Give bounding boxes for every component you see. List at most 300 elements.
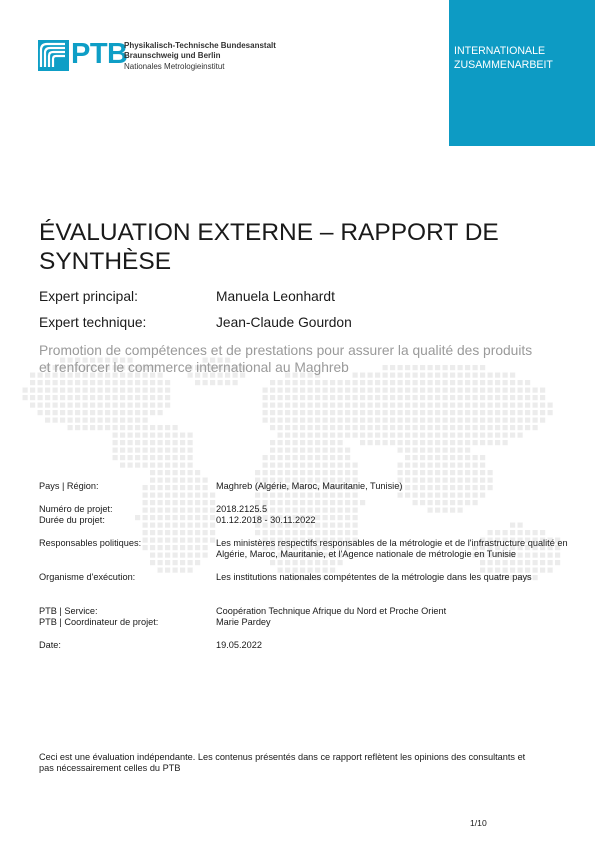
map-dot bbox=[105, 410, 110, 415]
map-dot bbox=[143, 545, 148, 550]
map-dot bbox=[495, 433, 500, 438]
map-dot bbox=[195, 523, 200, 528]
map-dot bbox=[203, 553, 208, 558]
map-dot bbox=[300, 380, 305, 385]
map-dot bbox=[150, 410, 155, 415]
map-dot bbox=[435, 388, 440, 393]
map-dot bbox=[450, 455, 455, 460]
map-dot bbox=[353, 388, 358, 393]
map-dot bbox=[338, 440, 343, 445]
expert-label: Expert technique: bbox=[39, 315, 147, 330]
map-dot bbox=[165, 493, 170, 498]
map-dot bbox=[323, 395, 328, 400]
map-dot bbox=[413, 433, 418, 438]
map-dot bbox=[345, 410, 350, 415]
expert-name: Jean-Claude Gourdon bbox=[216, 315, 352, 330]
meta-value: Les institutions nationales compétentes de la métrologie dans les quatre pays bbox=[216, 572, 532, 582]
map-dot bbox=[173, 455, 178, 460]
map-dot bbox=[518, 388, 523, 393]
map-dot bbox=[368, 425, 373, 430]
map-dot bbox=[53, 380, 58, 385]
map-dot bbox=[128, 418, 133, 423]
map-dot bbox=[518, 425, 523, 430]
map-dot bbox=[450, 425, 455, 430]
map-dot bbox=[45, 395, 50, 400]
map-dot bbox=[345, 530, 350, 535]
map-dot bbox=[143, 530, 148, 535]
map-dot bbox=[278, 418, 283, 423]
header-box-line-2: ZUSAMMENARBEIT bbox=[454, 58, 553, 71]
map-dot bbox=[165, 395, 170, 400]
map-dot bbox=[488, 560, 493, 565]
map-dot bbox=[285, 395, 290, 400]
map-dot bbox=[405, 380, 410, 385]
map-dot bbox=[188, 515, 193, 520]
page-number: 1/10 bbox=[470, 818, 487, 828]
map-dot bbox=[158, 425, 163, 430]
map-dot bbox=[360, 440, 365, 445]
map-dot bbox=[338, 560, 343, 565]
map-dot bbox=[503, 418, 508, 423]
map-dot bbox=[413, 463, 418, 468]
map-dot bbox=[495, 530, 500, 535]
meta-label: PTB | Service: bbox=[39, 606, 98, 616]
map-dot bbox=[405, 493, 410, 498]
map-dot bbox=[465, 470, 470, 475]
map-dot bbox=[165, 380, 170, 385]
map-dot bbox=[135, 440, 140, 445]
map-dot bbox=[450, 440, 455, 445]
map-dot bbox=[180, 448, 185, 453]
map-dot bbox=[285, 440, 290, 445]
map-dot bbox=[540, 388, 545, 393]
map-dot bbox=[293, 418, 298, 423]
map-dot bbox=[173, 493, 178, 498]
map-dot bbox=[420, 425, 425, 430]
map-dot bbox=[165, 568, 170, 573]
map-dot bbox=[143, 523, 148, 528]
map-dot bbox=[150, 538, 155, 543]
map-dot bbox=[120, 463, 125, 468]
header-box bbox=[449, 0, 595, 146]
map-dot bbox=[285, 425, 290, 430]
map-dot bbox=[338, 433, 343, 438]
map-dot bbox=[473, 463, 478, 468]
map-dot bbox=[450, 463, 455, 468]
map-dot bbox=[143, 463, 148, 468]
map-dot bbox=[120, 425, 125, 430]
map-dot bbox=[188, 433, 193, 438]
map-dot bbox=[443, 395, 448, 400]
map-dot bbox=[263, 410, 268, 415]
map-dot bbox=[330, 440, 335, 445]
map-dot bbox=[135, 380, 140, 385]
map-dot bbox=[53, 388, 58, 393]
map-dot bbox=[458, 470, 463, 475]
map-dot bbox=[338, 410, 343, 415]
map-dot bbox=[285, 403, 290, 408]
map-dot bbox=[143, 448, 148, 453]
map-dot bbox=[210, 515, 215, 520]
map-dot bbox=[503, 395, 508, 400]
map-dot bbox=[540, 395, 545, 400]
map-dot bbox=[195, 493, 200, 498]
map-dot bbox=[345, 388, 350, 393]
map-dot bbox=[173, 515, 178, 520]
map-dot bbox=[413, 455, 418, 460]
map-dot bbox=[323, 418, 328, 423]
map-dot bbox=[413, 448, 418, 453]
map-dot bbox=[293, 448, 298, 453]
map-dot bbox=[278, 440, 283, 445]
map-dot bbox=[315, 463, 320, 468]
map-dot bbox=[525, 560, 530, 565]
map-dot bbox=[353, 425, 358, 430]
map-dot bbox=[293, 470, 298, 475]
map-dot bbox=[345, 418, 350, 423]
map-dot bbox=[158, 470, 163, 475]
map-dot bbox=[143, 380, 148, 385]
map-dot bbox=[113, 425, 118, 430]
map-dot bbox=[165, 560, 170, 565]
map-dot bbox=[120, 448, 125, 453]
map-dot bbox=[188, 455, 193, 460]
map-dot bbox=[120, 455, 125, 460]
map-dot bbox=[300, 455, 305, 460]
map-dot bbox=[503, 440, 508, 445]
map-dot bbox=[420, 470, 425, 475]
map-dot bbox=[113, 440, 118, 445]
map-dot bbox=[323, 530, 328, 535]
map-dot bbox=[338, 418, 343, 423]
map-dot bbox=[83, 380, 88, 385]
map-dot bbox=[405, 448, 410, 453]
map-dot bbox=[420, 403, 425, 408]
map-dot bbox=[488, 425, 493, 430]
map-dot bbox=[540, 560, 545, 565]
map-dot bbox=[323, 410, 328, 415]
map-dot bbox=[113, 395, 118, 400]
map-dot bbox=[390, 388, 395, 393]
map-dot bbox=[405, 455, 410, 460]
map-dot bbox=[360, 425, 365, 430]
map-dot bbox=[180, 493, 185, 498]
map-dot bbox=[68, 380, 73, 385]
map-dot bbox=[368, 433, 373, 438]
map-dot bbox=[128, 388, 133, 393]
map-dot bbox=[270, 425, 275, 430]
map-dot bbox=[353, 380, 358, 385]
map-dot bbox=[165, 515, 170, 520]
map-dot bbox=[98, 395, 103, 400]
map-dot bbox=[525, 418, 530, 423]
disclaimer: Ceci est une évaluation indépendante. Les contenus présentés dans ce rapport reflètent les opinions des consultants et pas nécessairement celles du PTB bbox=[39, 752, 526, 774]
map-dot bbox=[428, 425, 433, 430]
map-dot bbox=[60, 388, 65, 393]
map-dot bbox=[555, 560, 560, 565]
map-dot bbox=[443, 403, 448, 408]
map-dot bbox=[405, 403, 410, 408]
meta-value: Les ministères respectifs responsables de la métrologie et de l'infrastructure qualité en Algérie, Maroc, Mauritanie, et l'Agence nationale de métrologie en Tunisie bbox=[216, 538, 568, 560]
map-dot bbox=[173, 508, 178, 513]
map-dot bbox=[105, 380, 110, 385]
map-dot bbox=[443, 470, 448, 475]
map-dot bbox=[360, 403, 365, 408]
map-dot bbox=[293, 560, 298, 565]
map-dot bbox=[203, 493, 208, 498]
map-dot bbox=[158, 455, 163, 460]
map-dot bbox=[488, 380, 493, 385]
map-dot bbox=[353, 470, 358, 475]
map-dot bbox=[308, 470, 313, 475]
map-dot bbox=[158, 515, 163, 520]
map-dot bbox=[75, 403, 80, 408]
map-dot bbox=[278, 403, 283, 408]
map-dot bbox=[338, 455, 343, 460]
map-dot bbox=[480, 493, 485, 498]
map-dot bbox=[180, 455, 185, 460]
map-dot bbox=[533, 418, 538, 423]
map-dot bbox=[315, 410, 320, 415]
map-dot bbox=[488, 470, 493, 475]
map-dot bbox=[405, 388, 410, 393]
map-dot bbox=[180, 538, 185, 543]
map-dot bbox=[450, 410, 455, 415]
map-dot bbox=[330, 380, 335, 385]
map-dot bbox=[128, 395, 133, 400]
map-dot bbox=[435, 440, 440, 445]
map-dot bbox=[188, 560, 193, 565]
map-dot bbox=[135, 455, 140, 460]
map-dot bbox=[383, 425, 388, 430]
map-dot bbox=[180, 568, 185, 573]
map-dot bbox=[503, 380, 508, 385]
map-dot bbox=[45, 380, 50, 385]
map-dot bbox=[45, 410, 50, 415]
map-dot bbox=[420, 380, 425, 385]
map-dot bbox=[158, 530, 163, 535]
map-dot bbox=[525, 410, 530, 415]
map-dot bbox=[90, 425, 95, 430]
map-dot bbox=[488, 418, 493, 423]
map-dot bbox=[375, 380, 380, 385]
map-dot bbox=[368, 403, 373, 408]
map-dot bbox=[75, 418, 80, 423]
map-dot bbox=[518, 418, 523, 423]
map-dot bbox=[503, 433, 508, 438]
map-dot bbox=[293, 410, 298, 415]
map-dot bbox=[90, 410, 95, 415]
map-dot bbox=[503, 560, 508, 565]
map-dot bbox=[188, 523, 193, 528]
map-dot bbox=[135, 395, 140, 400]
map-dot bbox=[473, 395, 478, 400]
map-dot bbox=[488, 403, 493, 408]
map-dot bbox=[203, 485, 208, 490]
map-dot bbox=[495, 380, 500, 385]
map-dot bbox=[270, 560, 275, 565]
map-dot bbox=[473, 455, 478, 460]
map-dot bbox=[525, 395, 530, 400]
map-dot bbox=[105, 395, 110, 400]
map-dot bbox=[180, 515, 185, 520]
map-dot bbox=[158, 508, 163, 513]
map-dot bbox=[165, 508, 170, 513]
map-dot bbox=[195, 508, 200, 513]
map-dot bbox=[135, 403, 140, 408]
map-dot bbox=[300, 433, 305, 438]
map-dot bbox=[180, 470, 185, 475]
map-dot bbox=[390, 403, 395, 408]
map-dot bbox=[135, 448, 140, 453]
map-dot bbox=[398, 395, 403, 400]
map-dot bbox=[428, 380, 433, 385]
map-dot bbox=[263, 395, 268, 400]
logo-line-3: Nationales Metrologieinstitut bbox=[124, 61, 225, 71]
map-dot bbox=[390, 433, 395, 438]
map-dot bbox=[263, 463, 268, 468]
map-dot bbox=[510, 425, 515, 430]
map-dot bbox=[120, 433, 125, 438]
map-dot bbox=[150, 463, 155, 468]
map-dot bbox=[45, 403, 50, 408]
project-subtitle bbox=[39, 343, 559, 376]
map-dot bbox=[345, 463, 350, 468]
map-dot bbox=[458, 388, 463, 393]
map-dot bbox=[345, 455, 350, 460]
map-dot bbox=[165, 530, 170, 535]
map-dot bbox=[83, 425, 88, 430]
map-dot bbox=[518, 403, 523, 408]
map-dot bbox=[330, 493, 335, 498]
map-dot bbox=[158, 545, 163, 550]
map-dot bbox=[443, 425, 448, 430]
map-dot bbox=[405, 395, 410, 400]
meta-value: 01.12.2018 - 30.11.2022 bbox=[216, 515, 316, 525]
map-dot bbox=[135, 433, 140, 438]
map-dot bbox=[98, 418, 103, 423]
map-dot bbox=[488, 440, 493, 445]
map-dot bbox=[488, 433, 493, 438]
map-dot bbox=[158, 395, 163, 400]
map-dot bbox=[293, 463, 298, 468]
map-dot bbox=[345, 403, 350, 408]
map-dot bbox=[285, 463, 290, 468]
meta-label: PTB | Coordinateur de projet: bbox=[39, 617, 159, 627]
map-dot bbox=[435, 470, 440, 475]
map-dot bbox=[503, 388, 508, 393]
map-dot bbox=[165, 433, 170, 438]
map-dot bbox=[353, 463, 358, 468]
map-dot bbox=[278, 455, 283, 460]
map-dot bbox=[98, 410, 103, 415]
meta-label: Durée du projet: bbox=[39, 515, 105, 525]
map-dot bbox=[120, 403, 125, 408]
map-dot bbox=[413, 440, 418, 445]
map-dot bbox=[300, 530, 305, 535]
map-dot bbox=[480, 388, 485, 393]
map-dot bbox=[270, 418, 275, 423]
map-dot bbox=[285, 470, 290, 475]
map-dot bbox=[195, 515, 200, 520]
map-dot bbox=[105, 425, 110, 430]
map-dot bbox=[173, 568, 178, 573]
map-dot bbox=[398, 433, 403, 438]
map-dot bbox=[210, 508, 215, 513]
map-dot bbox=[135, 388, 140, 393]
map-dot bbox=[53, 418, 58, 423]
map-dot bbox=[308, 410, 313, 415]
map-dot bbox=[323, 388, 328, 393]
map-dot bbox=[180, 500, 185, 505]
map-dot bbox=[255, 530, 260, 535]
map-dot bbox=[30, 388, 35, 393]
map-dot bbox=[458, 440, 463, 445]
map-dot bbox=[158, 553, 163, 558]
map-dot bbox=[173, 425, 178, 430]
meta-value: Marie Pardey bbox=[216, 617, 271, 627]
map-dot bbox=[143, 493, 148, 498]
map-dot bbox=[83, 388, 88, 393]
map-dot bbox=[285, 493, 290, 498]
map-dot bbox=[53, 410, 58, 415]
map-dot bbox=[180, 530, 185, 535]
map-dot bbox=[323, 493, 328, 498]
map-dot bbox=[480, 418, 485, 423]
map-dot bbox=[158, 500, 163, 505]
map-dot bbox=[338, 425, 343, 430]
ptb-institution-name bbox=[124, 41, 276, 72]
map-dot bbox=[158, 403, 163, 408]
map-dot bbox=[300, 418, 305, 423]
map-dot bbox=[450, 448, 455, 453]
map-dot bbox=[510, 410, 515, 415]
map-dot bbox=[420, 418, 425, 423]
map-dot bbox=[60, 380, 65, 385]
map-dot bbox=[473, 433, 478, 438]
map-dot bbox=[293, 433, 298, 438]
map-dot bbox=[518, 380, 523, 385]
subtitle-line-2: et renforcer le commerce international au Maghreb bbox=[39, 359, 349, 375]
map-dot bbox=[405, 470, 410, 475]
map-dot bbox=[383, 388, 388, 393]
map-dot bbox=[465, 448, 470, 453]
map-dot bbox=[495, 418, 500, 423]
map-dot bbox=[450, 380, 455, 385]
map-dot bbox=[330, 433, 335, 438]
map-dot bbox=[518, 530, 523, 535]
map-dot bbox=[195, 500, 200, 505]
map-dot bbox=[368, 395, 373, 400]
map-dot bbox=[315, 493, 320, 498]
map-dot bbox=[428, 493, 433, 498]
map-dot bbox=[195, 545, 200, 550]
map-dot bbox=[518, 410, 523, 415]
map-dot bbox=[83, 418, 88, 423]
map-dot bbox=[203, 530, 208, 535]
map-dot bbox=[435, 418, 440, 423]
map-dot bbox=[428, 455, 433, 460]
map-dot bbox=[495, 560, 500, 565]
map-dot bbox=[495, 410, 500, 415]
map-dot bbox=[458, 463, 463, 468]
map-dot bbox=[143, 508, 148, 513]
map-dot bbox=[450, 470, 455, 475]
map-dot bbox=[315, 418, 320, 423]
map-dot bbox=[308, 388, 313, 393]
map-dot bbox=[173, 530, 178, 535]
map-dot bbox=[188, 545, 193, 550]
